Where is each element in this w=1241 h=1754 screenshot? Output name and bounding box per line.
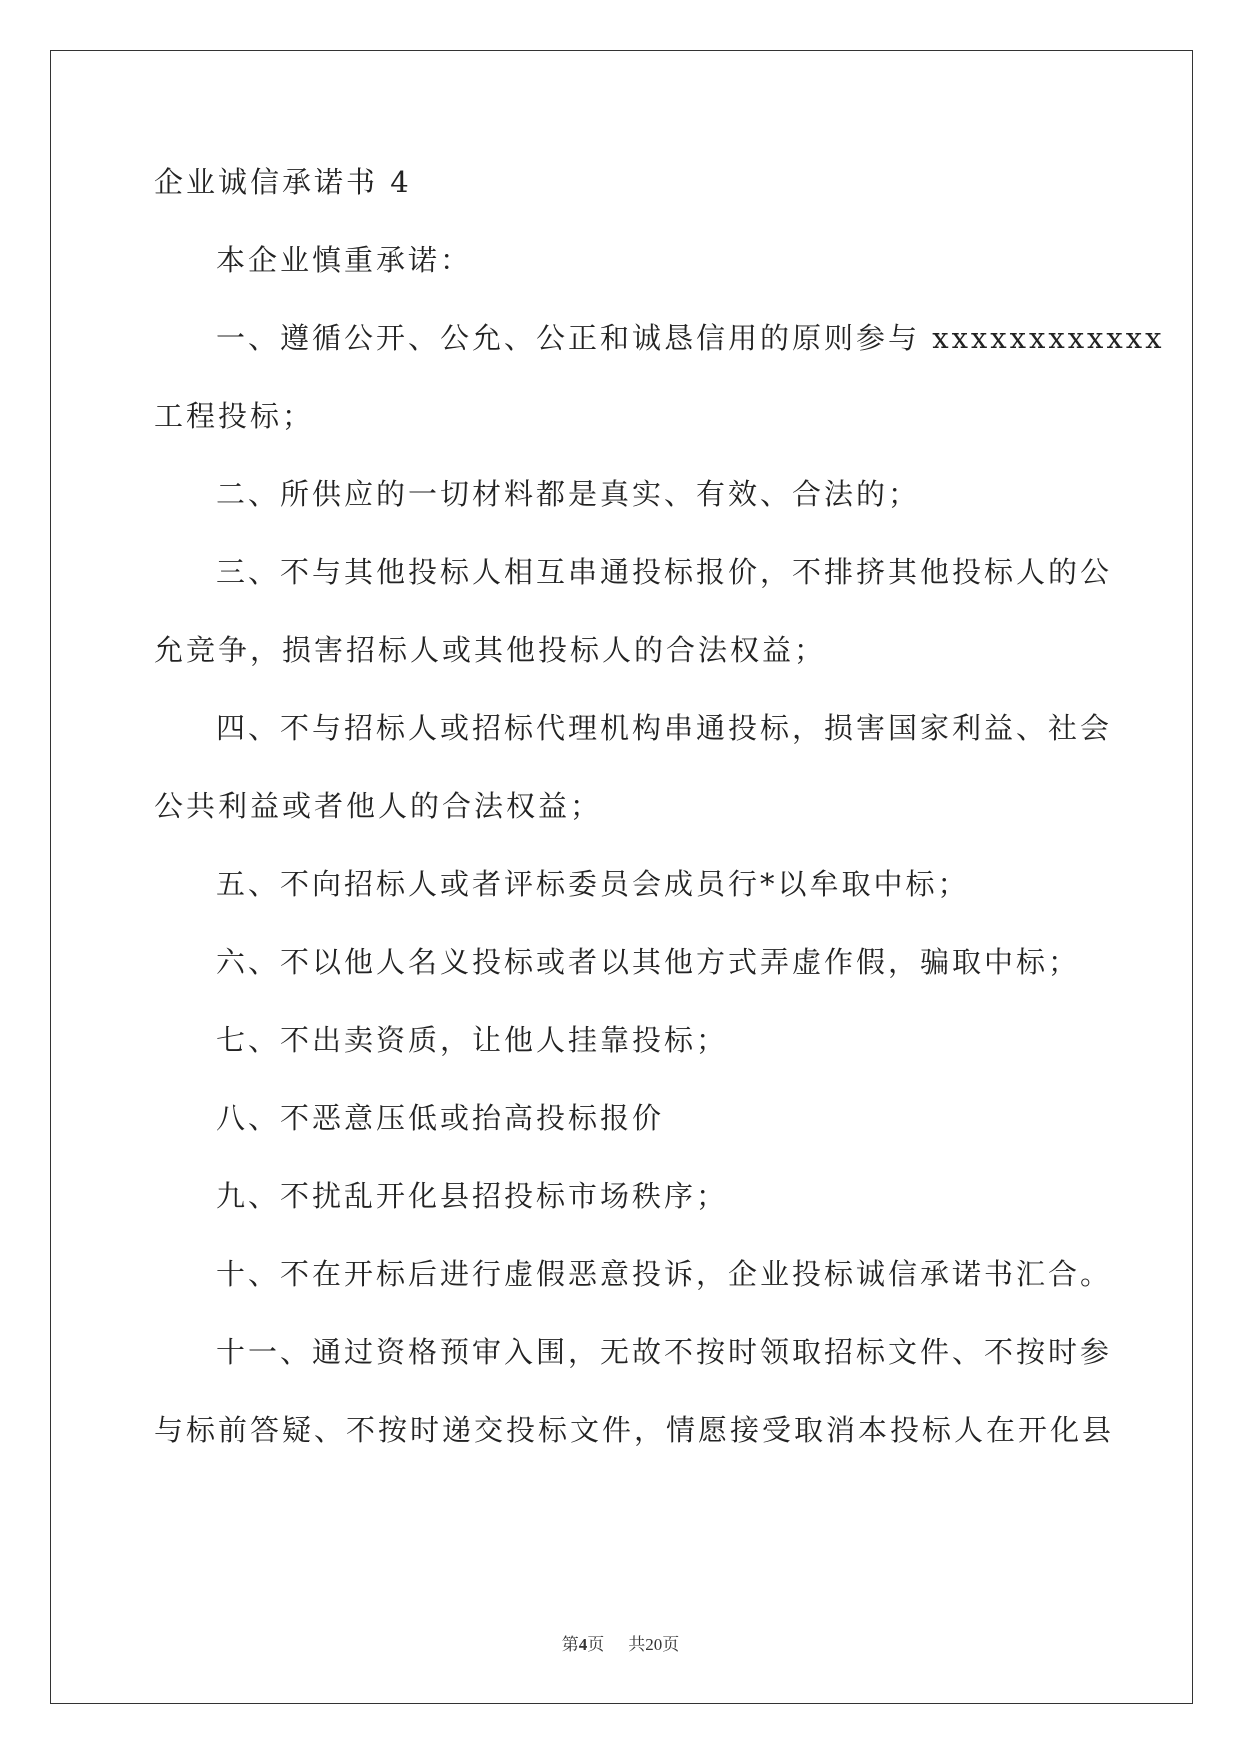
document-line: 一、遵循公开、公允、公正和诚恳信用的原则参与 xxxxxxxxxxxx — [216, 321, 1165, 355]
document-line: 七、不出卖资质，让他人挂靠投标； — [216, 1023, 729, 1057]
document-line: 与标前答疑、不按时递交投标文件，情愿接受取消本投标人在开化县 — [154, 1413, 1115, 1447]
footer-page-prefix: 第 — [561, 1635, 579, 1654]
footer-page-suffix: 页 — [587, 1635, 605, 1654]
document-line: 公共利益或者他人的合法权益； — [154, 789, 603, 823]
footer-page-number: 4 — [578, 1635, 588, 1654]
document-line: 五、不向招标人或者评标委员会成员行*以牟取中标； — [216, 867, 970, 901]
document-line: 三、不与其他投标人相互串通投标报价，不排挤其他投标人的公 — [216, 555, 1113, 589]
document-line: 十一、通过资格预审入围，无故不按时领取招标文件、不按时参 — [216, 1335, 1113, 1369]
document-line: 六、不以他人名义投标或者以其他方式弄虚作假，骗取中标； — [216, 945, 1081, 979]
document-line: 四、不与招标人或招标代理机构串通投标，损害国家利益、社会 — [216, 711, 1113, 745]
footer-total-pages: 20 — [645, 1635, 663, 1654]
document-line: 九、不扰乱开化县招投标市场秩序； — [216, 1179, 729, 1213]
footer-total-prefix: 共 — [628, 1635, 646, 1654]
document-line: 二、所供应的一切材料都是真实、有效、合法的； — [216, 477, 921, 511]
document-title: 企业诚信承诺书 4 — [154, 165, 412, 199]
document-paragraphs — [154, 243, 1165, 1447]
document-line: 十、不在开标后进行虚假恶意投诉，企业投标诚信承诺书汇合。 — [216, 1257, 1113, 1291]
page-footer — [0, 1630, 1241, 1655]
footer-total-suffix: 页 — [662, 1635, 680, 1654]
document-body — [154, 165, 1165, 1491]
document-line: 工程投标； — [154, 399, 315, 433]
document-line: 本企业慎重承诺： — [216, 243, 473, 277]
document-line: 允竞争，损害招标人或其他投标人的合法权益； — [154, 633, 827, 667]
document-line: 八、不恶意压低或抬高投标报价 — [216, 1101, 665, 1135]
